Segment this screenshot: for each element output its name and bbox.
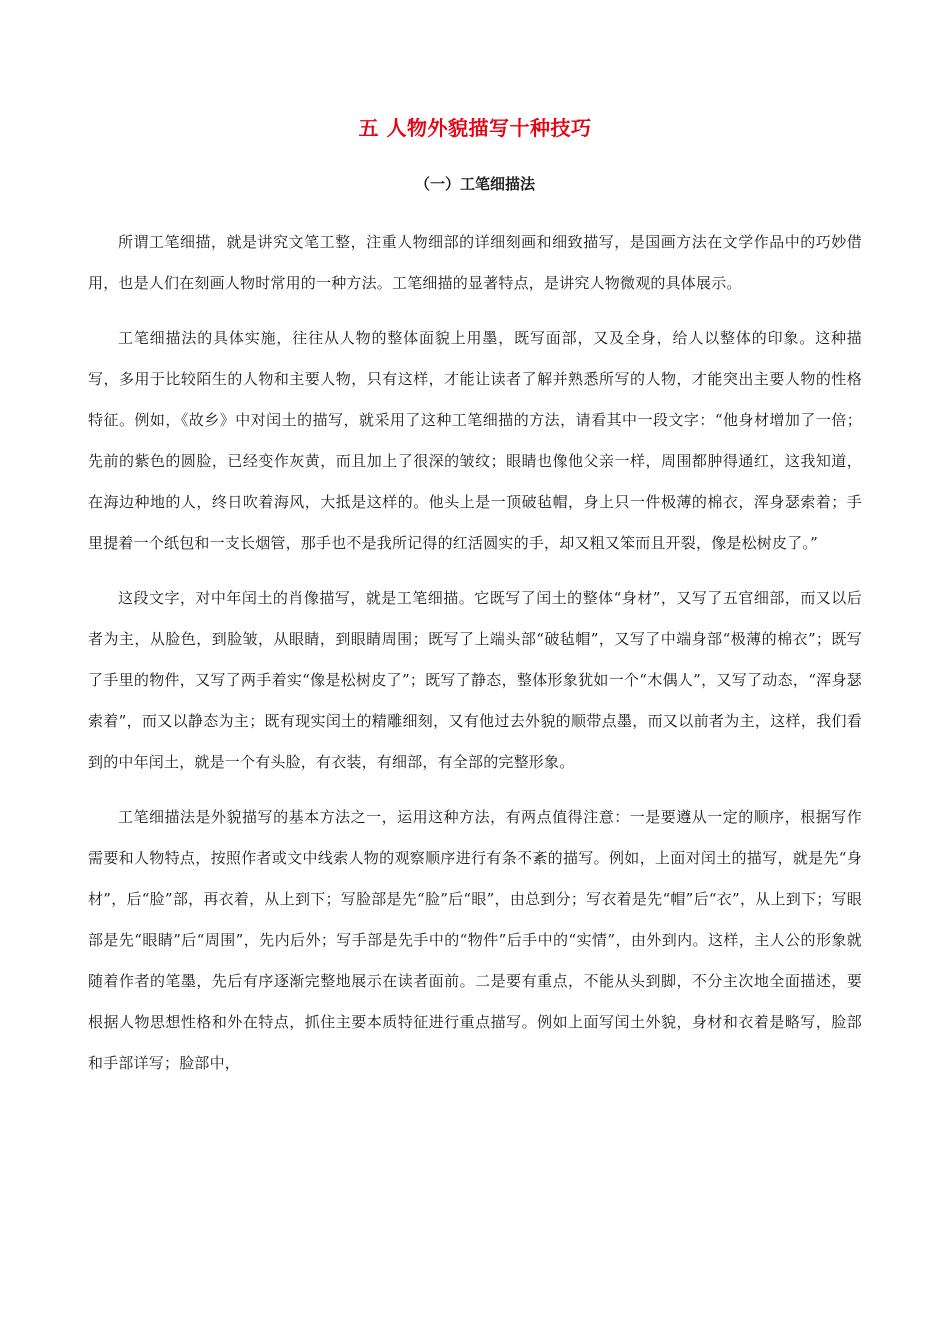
paragraph-1: 所谓工笔细描，就是讲究文笔工整，注重人物细部的详细刻画和细致描写，是国画方法在文学作品中的巧妙借用，也是人们在刻画人物时常用的一种方法。工笔细描的显著特点，是讲究人物微观的具体展示。 xyxy=(88,233,862,292)
section-title: （一）工笔细描法 xyxy=(414,175,535,193)
document-page xyxy=(88,112,862,1084)
paragraph-2: 工笔细描法的具体实施，往往从人物的整体面貌上用墨，既写面部，又及全身，给人以整体的印象。这种描写，多用于比较陌生的人物和主要人物，只有这样，才能让读者了解并熟悉所写的人物，才能突出主要人物的性格特征。例如，《故乡》中对闰土的描写，就采用了这种工笔细描的方法，请看其中一段文字：“他身材增加了一倍；先前的紫色的圆脸，已经变作灰黄，而且加上了很深的皱纹；眼睛也像他父亲一样，周围都肿得通红，这我知道，在海边种地的人，终日吹着海风，大抵是这样的。他头上是一顶破毡帽，身上只一件极薄的棉衣，浑身瑟索着；手里提着一个纸包和一支长烟管，那手也不是我所记得的红活圆实的手，却又粗又笨而且开裂，像是松树皮了。” xyxy=(88,329,862,552)
paragraph-3: 这段文字，对中年闰土的肖像描写，就是工笔细描。它既写了闰土的整体“身材”，又写了五官细部，而又以后者为主，从脸色，到脸皱，从眼睛，到眼睛周围；既写了上端头部“破毡帽”，又写了中端身部“极薄的棉衣”；既写了手里的物件，又写了两手着实“像是松树皮了”；既写了静态，整体形象犹如一个“木偶人”，又写了动态，“浑身瑟索着”，而又以静态为主；既有现实闰土的精雕细刻，又有他过去外貌的顺带点墨，而又以前者为主，这样，我们看到的中年闰土，就是一个有头脸，有衣装，有细部，有全部的完整形象。 xyxy=(88,589,862,771)
document-title: 五 人物外貌描写十种技巧 xyxy=(358,116,592,140)
paragraph-4: 工笔细描法是外貌描写的基本方法之一，运用这种方法，有两点值得注意：一是要遵从一定的顺序，根据写作需要和人物特点，按照作者或文中线索人物的观察顺序进行有条不紊的描写。例如，上面对闰土的描写，就是先“身材”，后“脸”部，再衣着，从上到下；写脸部是先“脸”后“眼”，由总到分；写衣着是先“帽”后“衣”，从上到下；写眼部是先“眼睛”后“周围”，先内后外；写手部是先手中的“物件”后手中的“实情”，由外到内。这样，主人公的形象就随着作者的笔墨，先后有序逐渐完整地展示在读者面前。二是要有重点，不能从头到脚，不分主次地全面描述，要根据人物思想性格和外在特点，抓住主要本质特征进行重点描写。例如上面写闰土外貌，身材和衣着是略写，脸部和手部详写；脸部中， xyxy=(88,808,862,1072)
